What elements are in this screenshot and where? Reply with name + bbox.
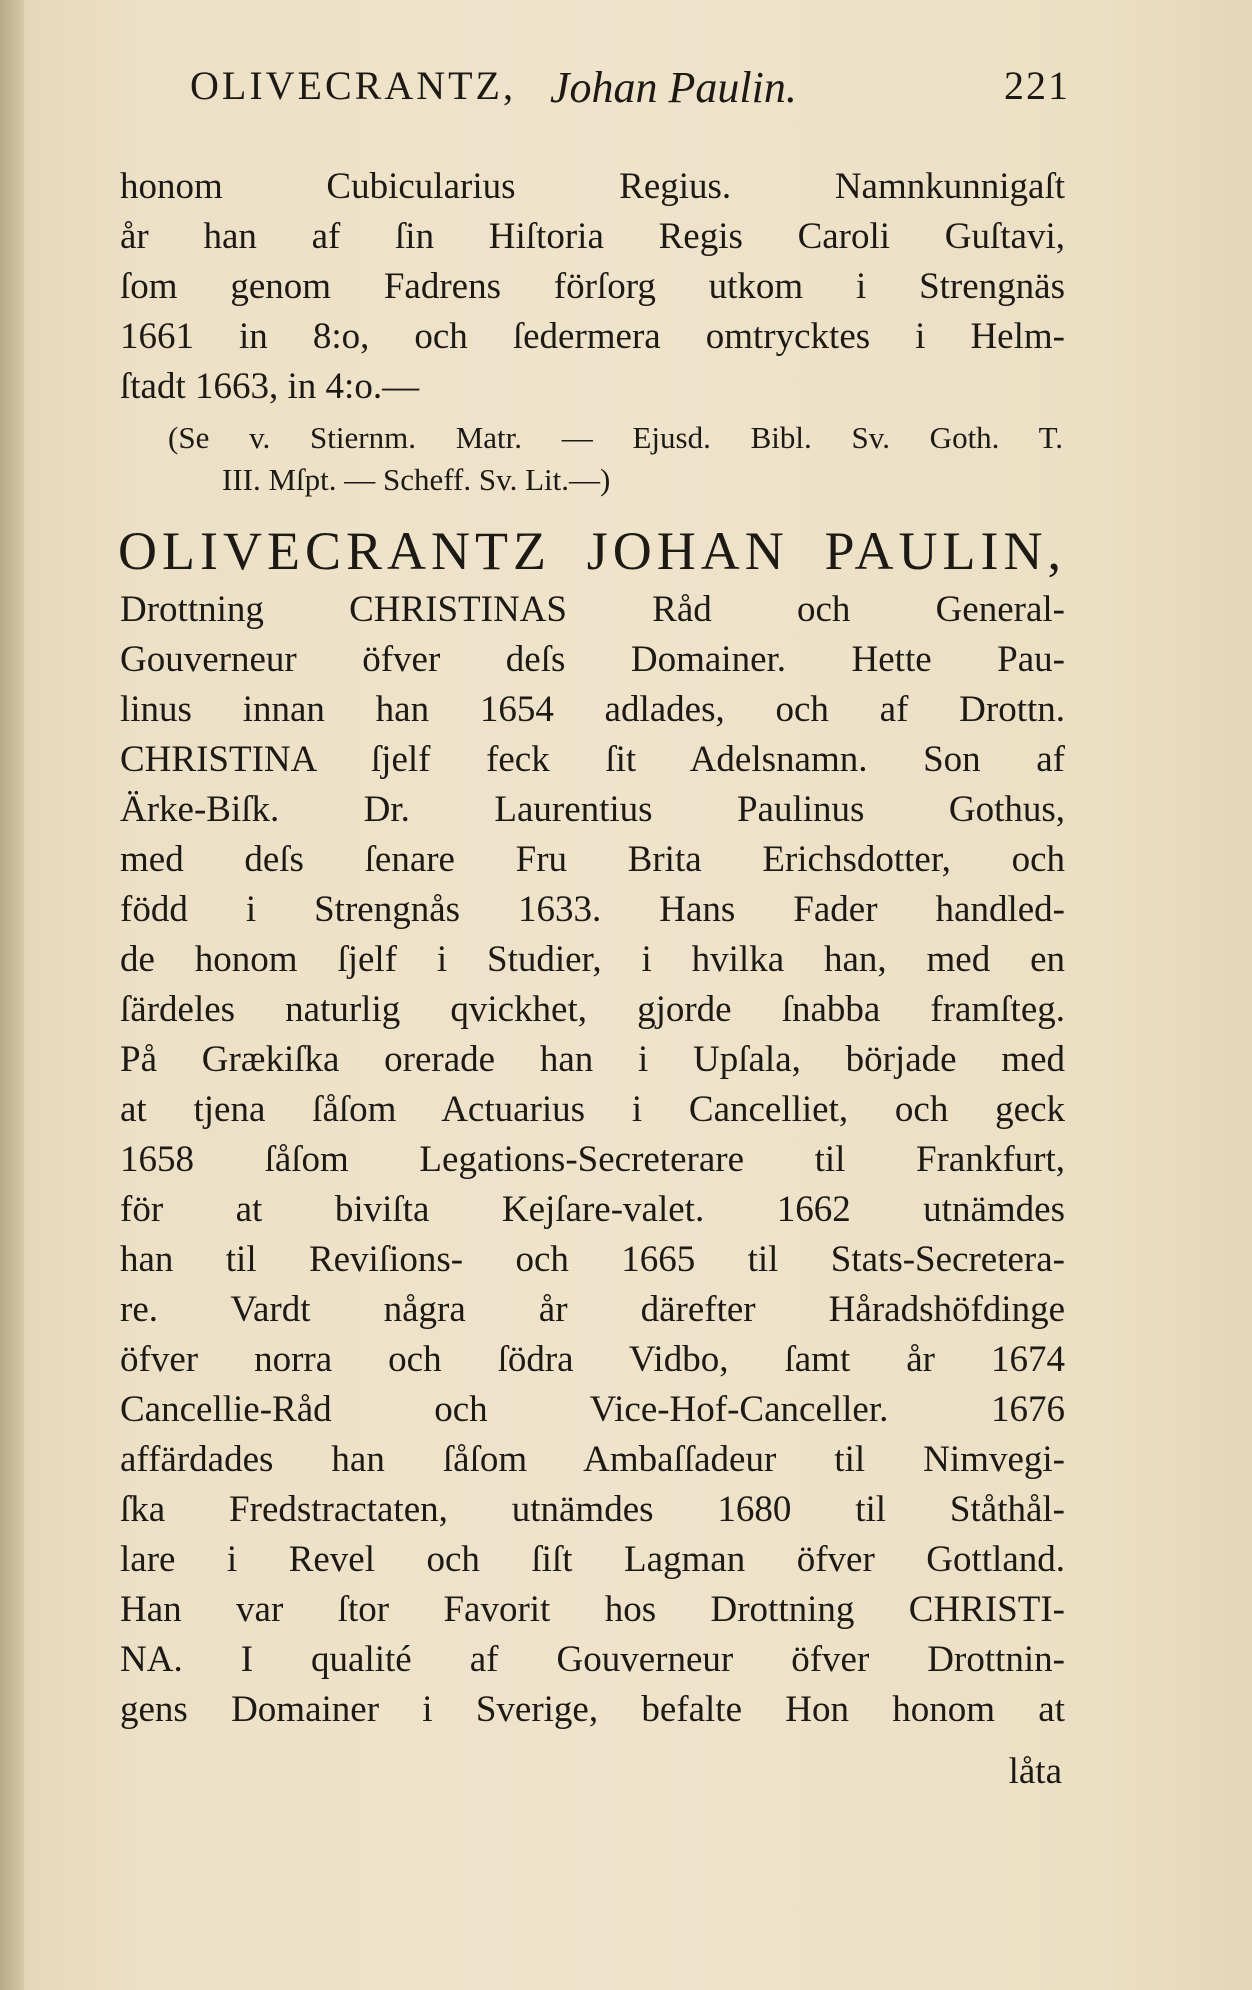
text-line: ſärdeles naturlig qvickhet, gjorde ſnabba framſteg. [120,989,1065,1030]
running-header-surname: OLIVECRANTZ, [190,63,516,108]
page-gutter [0,0,24,1990]
text-line: ſom genom Fadrens förſorg utkom i Strengnäs [120,266,1065,307]
page-number: 221 [1004,63,1070,108]
text-line: linus innan han 1654 adlades, och af Drottn. [120,689,1065,730]
text-line: ſka Fredstractaten, utnämdes 1680 til Ståthål- [120,1489,1065,1530]
text-line: at tjena ſåſom Actuarius i Cancelliet, och geck [120,1089,1065,1130]
text-line: re. Vardt några år därefter Håradshöfdinge [120,1289,1065,1330]
text-line: öfver norra och ſödra Vidbo, ſamt år 1674 [120,1339,1065,1380]
text-line: år han af ſin Hiſtoria Regis Caroli Guſtavi, [120,216,1065,257]
running-header-given-name: Johan Paulin. [550,63,797,112]
text-line: för at biviſta Kejſare-valet. 1662 utnämdes [120,1189,1065,1230]
text-line: de honom ſjelf i Studier, i hvilka han, med en [120,939,1065,980]
text-line: ſtadt 1663, in 4:o.— [120,366,420,407]
text-line: han til Reviſions- och 1665 til Stats-Secretera- [120,1239,1065,1280]
text-line: CHRISTINA ſjelf feck ſit Adelsnamn. Son af [120,739,1065,780]
text-line: honom Cubicularius Regius. Namnkunnigaſt [120,166,1065,207]
running-header [190,62,1070,122]
text-line: lare i Revel och ſiſt Lagman öfver Gottland. [120,1539,1065,1580]
text-line: NA. I qualité af Gouverneur öfver Drottnin- [120,1639,1065,1680]
text-line: affärdades han ſåſom Ambaſſadeur til Nimvegi- [120,1439,1065,1480]
text-line: Drottning CHRISTINAS Råd och General- [120,589,1065,630]
entry-heading: OLIVECRANTZ JOHAN PAULIN, [118,521,1066,581]
text-line: På Grækiſka orerade han i Upſala, började med [120,1039,1065,1080]
text-line: 1658 ſåſom Legations-Secreterare til Frankfurt, [120,1139,1065,1180]
text-line: Ärke-Biſk. Dr. Laurentius Paulinus Gothus, [120,789,1065,830]
catchword: låta [1008,1751,1062,1792]
text-line: född i Strengnås 1633. Hans Fader handled- [120,889,1065,930]
text-line: med deſs ſenare Fru Brita Erichsdotter, och [120,839,1065,880]
text-line: 1661 in 8:o, och ſedermera omtrycktes i Helm- [120,316,1065,357]
text-line: Gouverneur öfver deſs Domainer. Hette Pau- [120,639,1065,680]
reference-line: (Se v. Stiernm. Matr. — Ejusd. Bibl. Sv. Goth. T. [168,420,1063,455]
text-line: Cancellie-Råd och Vice-Hof-Canceller. 1676 [120,1389,1065,1430]
text-line: Han var ſtor Favorit hos Drottning CHRISTI- [120,1589,1065,1630]
text-line: gens Domainer i Sverige, befalte Hon honom at [120,1689,1065,1730]
reference-line: III. Mſpt. — Scheff. Sv. Lit.—) [222,462,611,497]
